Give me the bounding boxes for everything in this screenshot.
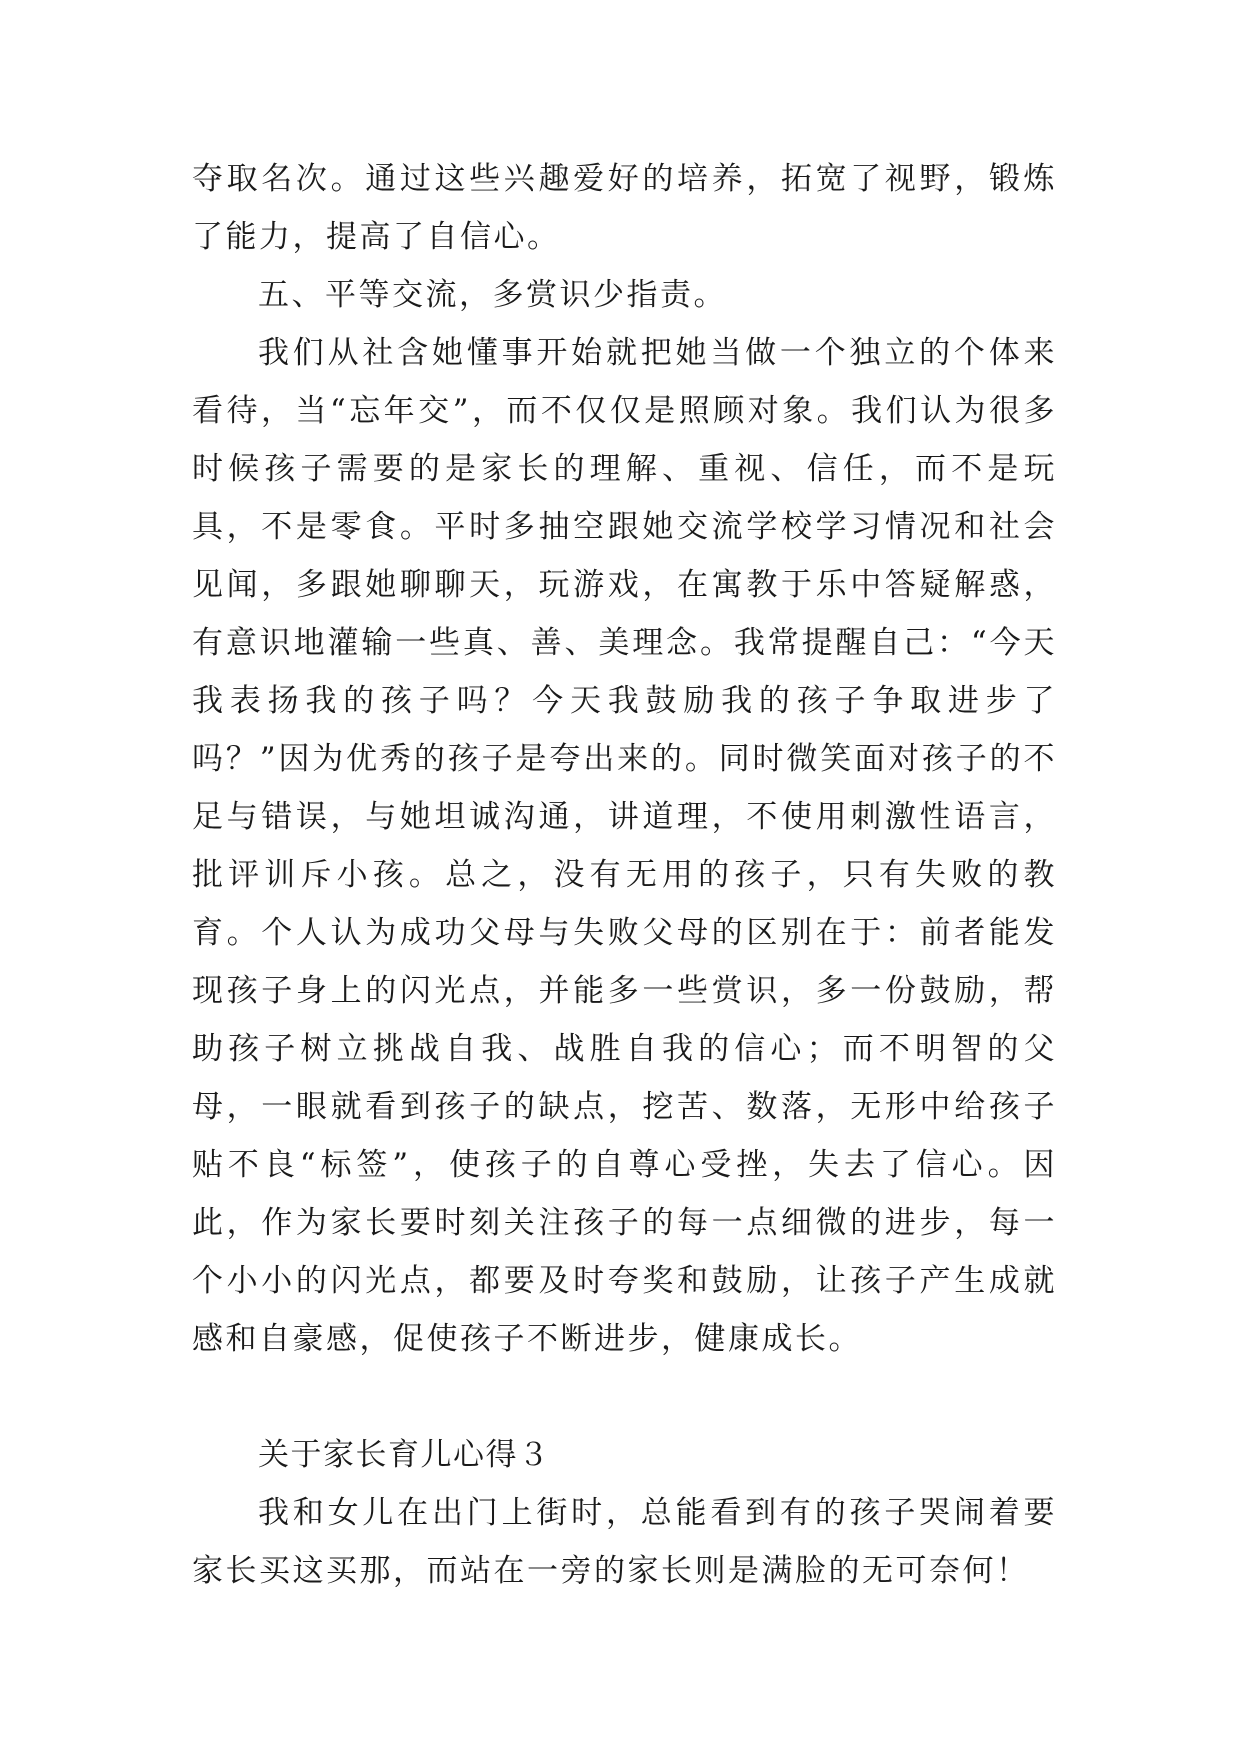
section-five-title: 五、平等交流，多赏识少指责。 xyxy=(258,277,727,313)
paragraph-gap xyxy=(192,1368,1057,1426)
section-paragraph: 我和女儿在出门上街时，总能看到有的孩子哭闹着要家长买这买那，而站在一旁的家长则是满脸的无可奈何！ xyxy=(192,1495,1057,1589)
paragraph-body: 我们从社含她懂事开始就把她当做一个独立的个体来看待，当“忘年交”，而不仅仅是照顾对象。我们认为很多时候孩子需要的是家长的理解、重视、信任，而不是玩具，不是零食。平时多抽空跟她交流学校学习情况和社会见闻，多跟她聊聊天，玩游戏，在寓教于乐中答疑解惑，有意识地灌输一些真、善、美理念。我常提醒自己：“今天我表扬我的孩子吗？今天我鼓励我的孩子争取进步了吗？”因为优秀的孩子是夸出来的。同时微笑面对孩子的不足与错误，与她坦诚沟通，讲道理，不使用刺激性语言，批评训斥小孩。总之，没有无用的孩子，只有失败的教育。个人认为成功父母与失败父母的区别在于：前者能发现孩子身上的闪光点，并能多一些赏识，多一份鼓励，帮助孩子树立挑战自我、战胜自我的信心；而不明智的父母，一眼就看到孩子的缺点，挖苦、数落，无形中给孩子贴不良“标签”，使孩子的自尊心受挫，失去了信心。因此，作为家长要时刻关注孩子的每一点细微的进步，每一个小小的闪光点，都要及时夸奖和鼓励，让孩子产生成就感和自豪感，促使孩子不断进步，健康成长。 xyxy=(192,335,1057,1357)
paragraph-continuation: 夺取名次。通过这些兴趣爱好的培养，拓宽了视野，锻炼了能力，提高了自信心。 xyxy=(192,161,1057,255)
section-heading: 关于家长育儿心得３ xyxy=(258,1437,551,1473)
document-page xyxy=(192,150,1057,1600)
